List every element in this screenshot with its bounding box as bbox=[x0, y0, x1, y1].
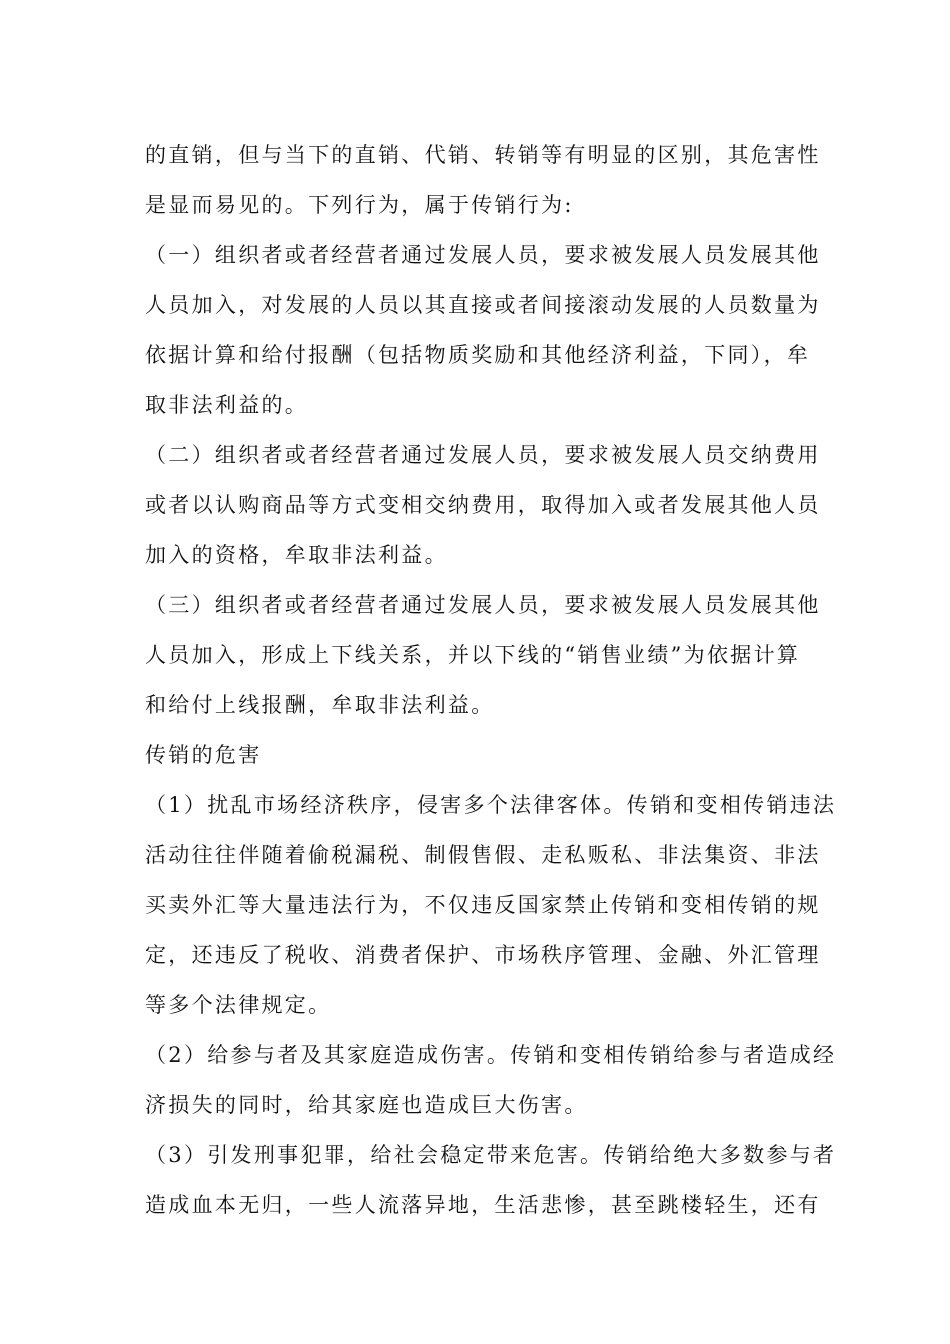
text-line: 人员加入，对发展的人员以其直接或者间接滚动发展的人员数量为 bbox=[145, 293, 821, 317]
text-line: 活动往往伴随着偷税漏税、制假售假、走私贩私、非法集资、非法 bbox=[145, 843, 821, 867]
text-line: 人员加入，形成上下线关系，并以下线的“销售业绩”为依据计算 bbox=[145, 643, 801, 667]
text-line: （2）给参与者及其家庭造成伤害。传销和变相传销给参与者造成经 bbox=[145, 1043, 837, 1067]
text-line: 定，还违反了税收、消费者保护、市场秩序管理、金融、外汇管理 bbox=[145, 943, 821, 967]
text-line: （三）组织者或者经营者通过发展人员，要求被发展人员发展其他 bbox=[145, 593, 821, 617]
text-line: 加入的资格，牟取非法利益。 bbox=[145, 543, 448, 567]
text-line: 造成血本无归，一些人流落异地，生活悲惨，甚至跳楼轻生，还有 bbox=[145, 1193, 821, 1217]
text-line: 和给付上线报酬，牟取非法利益。 bbox=[145, 693, 495, 717]
document-body bbox=[145, 130, 837, 1230]
text-line: 等多个法律规定。 bbox=[145, 993, 332, 1017]
text-line: （一）组织者或者经营者通过发展人员，要求被发展人员发展其他 bbox=[145, 243, 821, 267]
text-line: 的直销，但与当下的直销、代销、转销等有明显的区别，其危害性 bbox=[145, 143, 821, 167]
text-line: 买卖外汇等大量违法行为，不仅违反国家禁止传销和变相传销的规 bbox=[145, 893, 821, 917]
text-line: 依据计算和给付报酬（包括物质奖励和其他经济利益，下同），牟 bbox=[145, 343, 811, 367]
section-heading: 传销的危害 bbox=[145, 743, 262, 767]
text-line: 或者以认购商品等方式变相交纳费用，取得加入或者发展其他人员 bbox=[145, 493, 821, 517]
text-line: （3）引发刑事犯罪，给社会稳定带来危害。传销给绝大多数参与者 bbox=[145, 1143, 837, 1167]
text-line: 是显而易见的。下列行为，属于传销行为: bbox=[145, 193, 574, 217]
text-line: 济损失的同时，给其家庭也造成巨大伤害。 bbox=[145, 1093, 588, 1117]
text-line: （二）组织者或者经营者通过发展人员，要求被发展人员交纳费用 bbox=[145, 443, 821, 467]
text-line: 取非法利益的。 bbox=[145, 393, 309, 417]
text-line: （1）扰乱市场经济秩序，侵害多个法律客体。传销和变相传销违法 bbox=[145, 793, 837, 817]
